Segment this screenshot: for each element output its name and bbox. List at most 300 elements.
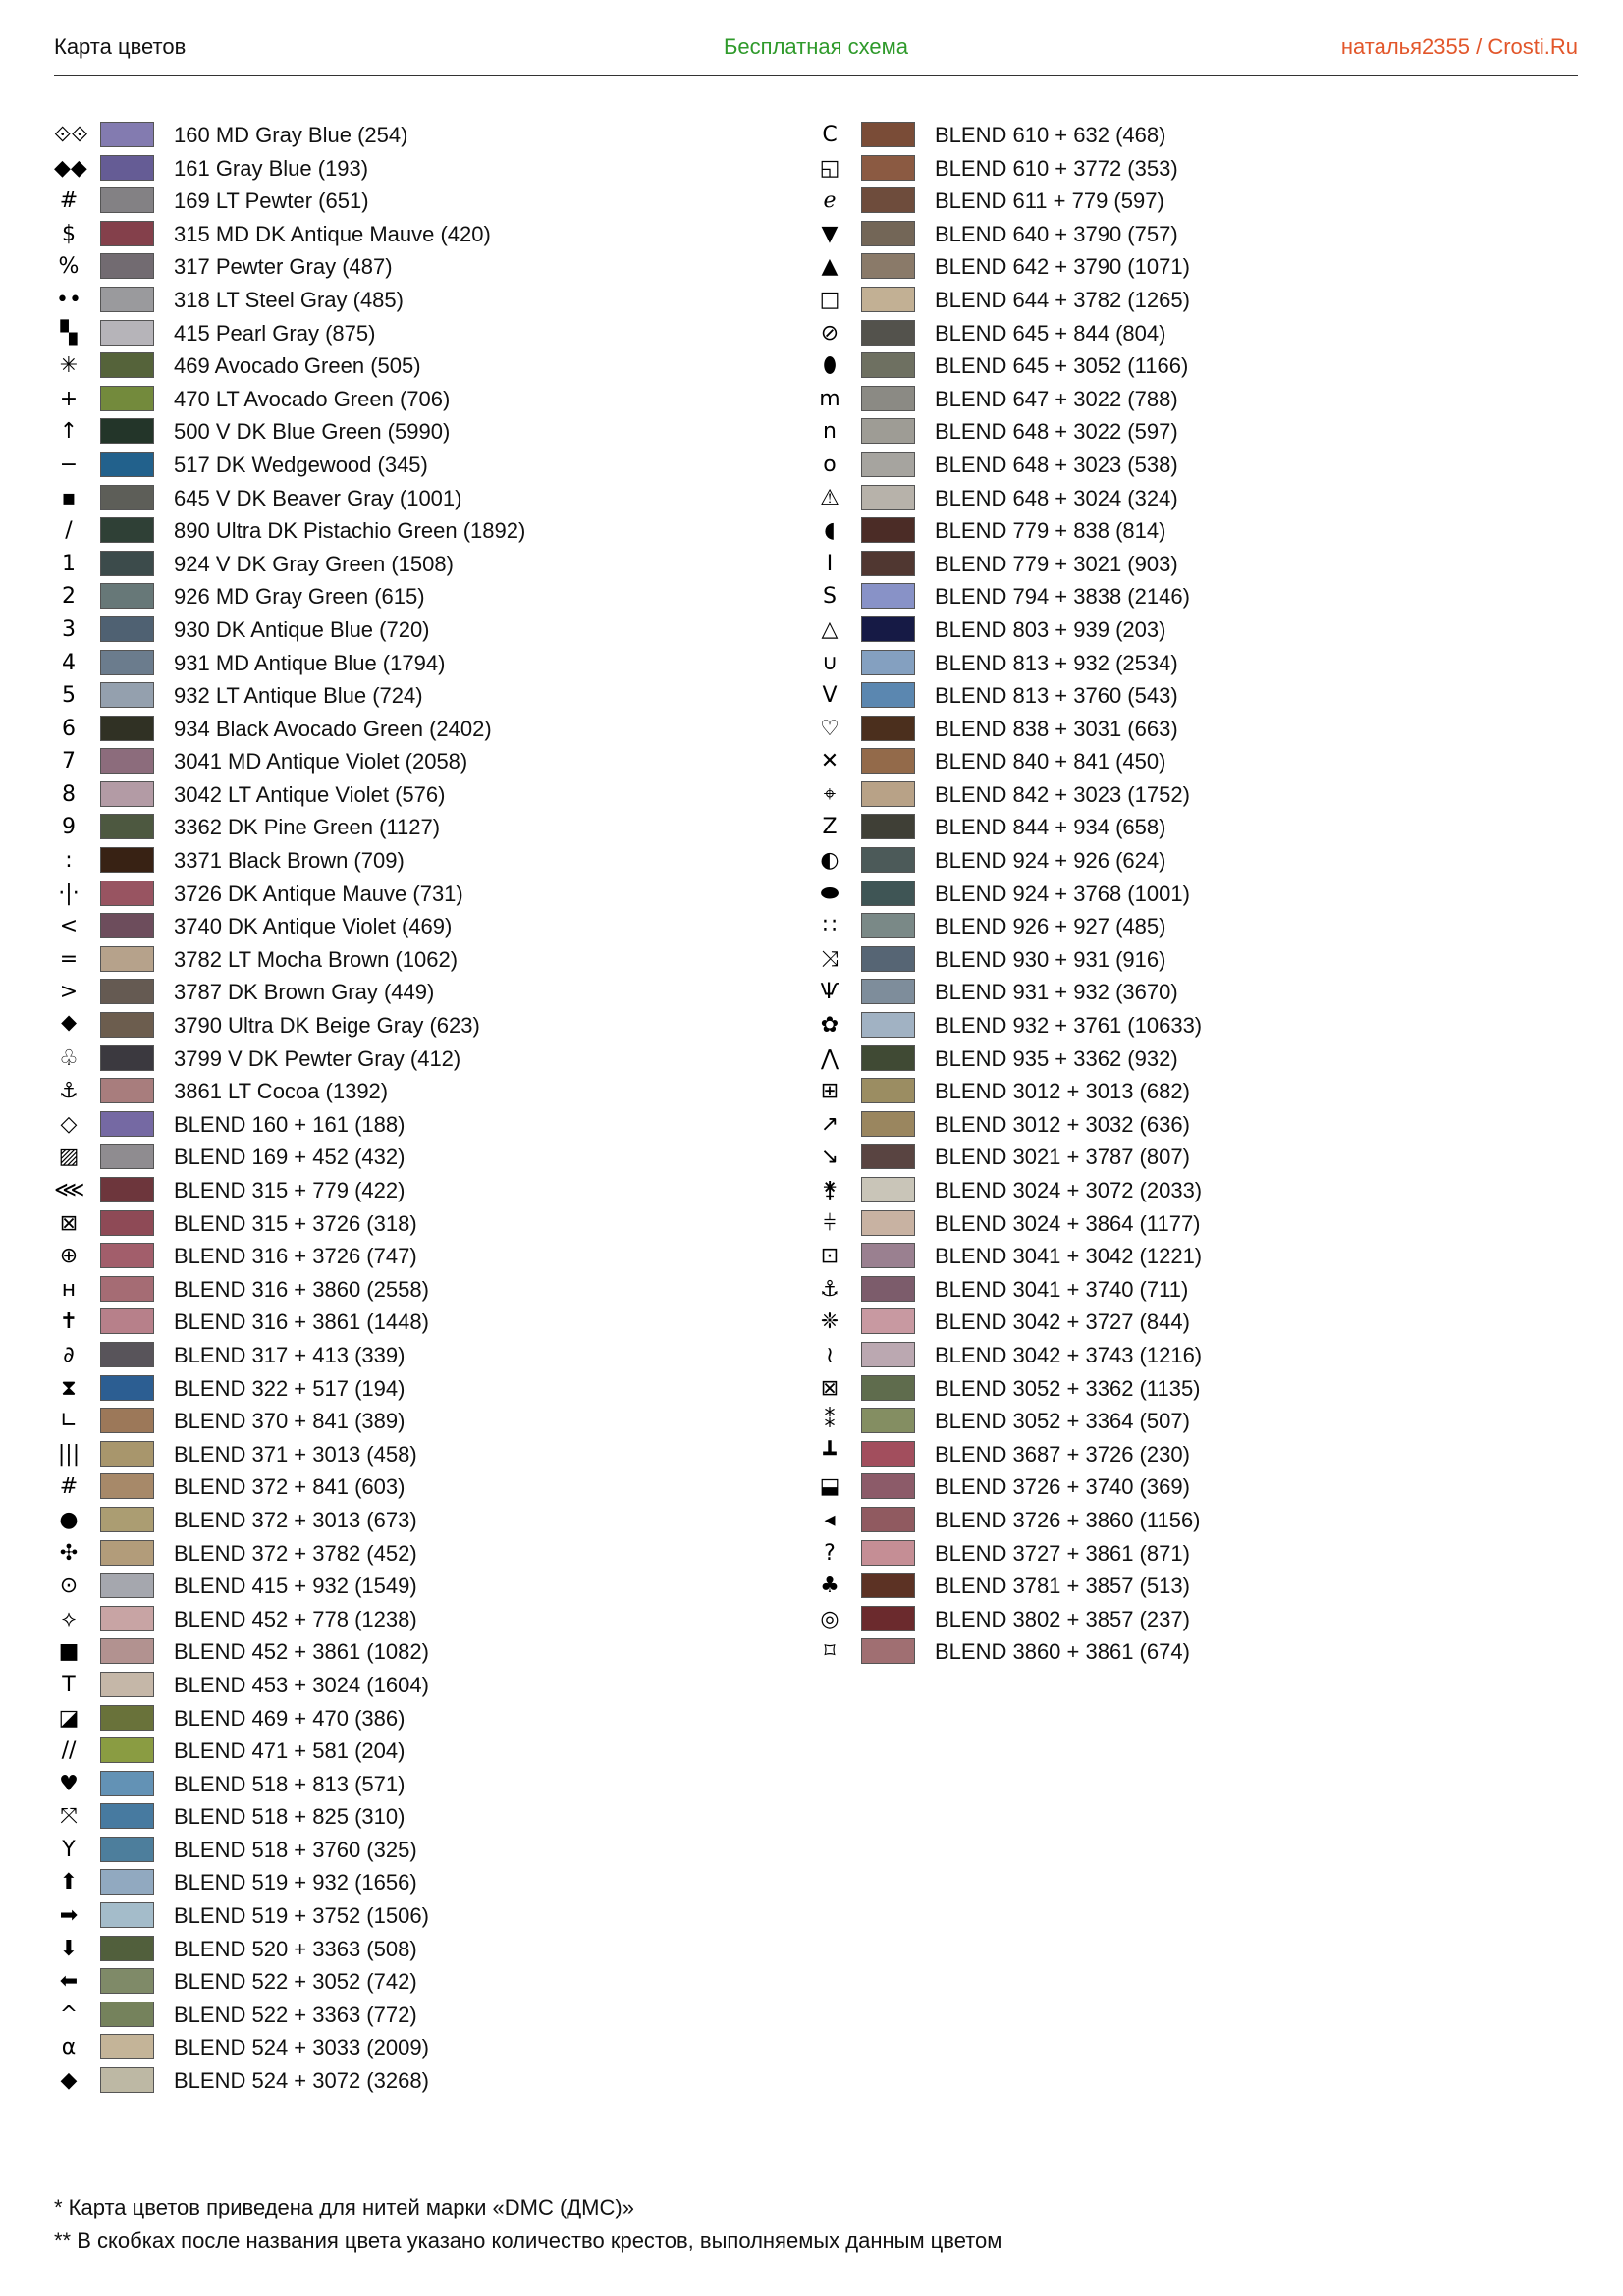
thread-label: BLEND 370 + 841 (389) — [174, 1409, 406, 1434]
color-swatch — [861, 320, 915, 346]
legend-row — [54, 1405, 800, 1438]
stitch-symbol-icon: ? — [824, 1540, 836, 1566]
stitch-symbol-icon: ◖ — [824, 518, 836, 544]
legend-column-left — [54, 119, 800, 2098]
legend-row — [54, 1504, 800, 1537]
color-swatch — [100, 352, 154, 378]
author-link[interactable]: наталья2355 / Crosti.Ru — [1340, 34, 1578, 59]
color-swatch — [100, 1902, 154, 1928]
color-swatch — [861, 386, 915, 411]
legend-row — [815, 415, 1561, 449]
color-swatch — [100, 1968, 154, 1994]
legend-row — [54, 1306, 800, 1339]
legend-row — [815, 1438, 1561, 1471]
legend-row — [815, 383, 1561, 416]
stitch-symbol-icon: ≀ — [825, 1342, 835, 1367]
thread-label: BLEND 648 + 3022 (597) — [935, 419, 1178, 445]
thread-label: BLEND 520 + 3363 (508) — [174, 1936, 417, 1961]
stitch-symbol-icon: = — [59, 946, 79, 972]
stitch-symbol-icon: △ — [821, 616, 839, 642]
thread-label: BLEND 3042 + 3743 (1216) — [935, 1342, 1203, 1367]
thread-label: 160 MD Gray Blue (254) — [174, 123, 408, 147]
stitch-symbol-icon: 5 — [62, 683, 76, 709]
legend-row — [54, 1042, 800, 1076]
thread-label: 3787 DK Brown Gray (449) — [174, 980, 435, 1005]
legend-row — [54, 1207, 800, 1241]
stitch-symbol-icon: ◐ — [820, 848, 839, 874]
thread-label: BLEND 838 + 3031 (663) — [935, 716, 1178, 741]
legend-row — [54, 1635, 800, 1669]
color-swatch — [100, 1936, 154, 1961]
color-swatch — [100, 1045, 154, 1071]
thread-label: BLEND 935 + 3362 (932) — [935, 1045, 1178, 1071]
stitch-symbol-icon: ⊞ — [820, 1079, 839, 1104]
color-swatch — [861, 1441, 915, 1467]
stitch-symbol-icon: I — [826, 551, 834, 576]
stitch-symbol-icon: ❈ — [820, 1309, 839, 1335]
stitch-symbol-icon: ♣ — [820, 1574, 839, 1599]
legend-row — [54, 1735, 800, 1768]
legend-row — [815, 548, 1561, 581]
stitch-symbol-icon: 9 — [62, 815, 76, 840]
stitch-symbol-icon: □ — [819, 287, 840, 312]
stitch-symbol-icon: $ — [62, 221, 76, 246]
color-swatch — [861, 1012, 915, 1038]
thread-label: 3362 DK Pine Green (1127) — [174, 815, 441, 840]
legend-row — [54, 1174, 800, 1207]
color-swatch — [100, 2034, 154, 2059]
stitch-symbol-icon: m — [819, 386, 840, 411]
legend-row — [815, 152, 1561, 186]
legend-row — [815, 1240, 1561, 1273]
legend-row — [54, 745, 800, 778]
stitch-symbol-icon: ⬬ — [820, 881, 839, 906]
legend-row — [54, 349, 800, 383]
thread-label: BLEND 842 + 3023 (1752) — [935, 781, 1190, 807]
legend-row — [54, 1834, 800, 1867]
color-swatch — [100, 2067, 154, 2093]
color-swatch — [861, 881, 915, 906]
legend-row — [54, 317, 800, 350]
thread-label: BLEND 3052 + 3362 (1135) — [935, 1375, 1201, 1401]
legend-row — [815, 1141, 1561, 1174]
legend-row — [54, 383, 800, 416]
stitch-symbol-icon: ↗ — [820, 1111, 839, 1137]
stitch-symbol-icon: ✕ — [820, 749, 839, 774]
thread-label: BLEND 924 + 3768 (1001) — [935, 881, 1190, 906]
thread-label: BLEND 518 + 3760 (325) — [174, 1837, 417, 1862]
stitch-symbol-icon: ⬓ — [819, 1474, 840, 1500]
color-swatch — [100, 1144, 154, 1169]
stitch-symbol-icon: 2 — [62, 584, 76, 610]
stitch-symbol-icon: •• — [56, 287, 81, 312]
footer-note-counts: ** В скобках после названия цвета указано количество крестов, выполняемых данным цветом — [54, 2228, 1002, 2253]
stitch-symbol-icon: Y — [62, 1837, 76, 1862]
color-swatch — [861, 1078, 915, 1103]
stitch-symbol-icon: ▼ — [821, 221, 839, 246]
stitch-symbol-icon: ◎ — [820, 1606, 839, 1631]
color-swatch — [861, 352, 915, 378]
color-swatch — [861, 551, 915, 576]
thread-label: 318 LT Steel Gray (485) — [174, 287, 404, 312]
legend-row — [815, 1174, 1561, 1207]
color-swatch — [100, 1837, 154, 1862]
legend-row — [815, 614, 1561, 647]
color-swatch — [861, 221, 915, 246]
color-swatch — [100, 418, 154, 444]
thread-label: BLEND 610 + 3772 (353) — [935, 155, 1178, 181]
color-swatch — [861, 616, 915, 642]
color-swatch — [861, 913, 915, 938]
thread-label: 3042 LT Antique Violet (576) — [174, 781, 446, 807]
color-swatch — [861, 1342, 915, 1367]
stitch-symbol-icon: ⊕ — [59, 1244, 79, 1269]
stitch-symbol-icon: ||| — [57, 1441, 81, 1467]
stitch-symbol-icon: − — [59, 452, 79, 477]
legend-row — [54, 250, 800, 284]
legend-row — [54, 910, 800, 943]
stitch-symbol-icon: n — [823, 419, 837, 445]
thread-label: BLEND 3687 + 3726 (230) — [935, 1441, 1190, 1467]
color-swatch — [100, 2002, 154, 2027]
legend-row — [54, 976, 800, 1009]
color-swatch — [100, 1243, 154, 1268]
stitch-symbol-icon: + — [59, 386, 79, 411]
color-swatch — [100, 221, 154, 246]
stitch-symbol-icon: 8 — [62, 781, 76, 807]
color-swatch — [100, 1803, 154, 1829]
stitch-symbol-icon: ⁑ — [824, 1409, 836, 1434]
legend-row — [54, 1438, 800, 1471]
color-swatch — [861, 287, 915, 312]
legend-row — [54, 548, 800, 581]
stitch-symbol-icon: ♧ — [59, 1045, 79, 1071]
legend-row — [815, 1372, 1561, 1406]
legend-row — [815, 1537, 1561, 1571]
stitch-symbol-icon: 7 — [62, 749, 76, 774]
color-swatch — [861, 716, 915, 741]
thread-label: BLEND 930 + 931 (916) — [935, 946, 1166, 972]
legend-row — [815, 976, 1561, 1009]
legend-row — [815, 647, 1561, 680]
legend-row — [54, 218, 800, 251]
legend-row — [54, 1009, 800, 1042]
stitch-symbol-icon: ⟡ — [61, 1606, 77, 1631]
stitch-symbol-icon: ▨ — [58, 1145, 80, 1170]
legend-row — [815, 1405, 1561, 1438]
legend-row — [54, 1866, 800, 1899]
thread-label: BLEND 469 + 470 (386) — [174, 1705, 406, 1731]
thread-label: 932 LT Antique Blue (724) — [174, 683, 423, 709]
legend-row — [815, 1570, 1561, 1603]
color-swatch — [861, 253, 915, 279]
thread-label: BLEND 924 + 926 (624) — [935, 848, 1166, 874]
stitch-symbol-icon: ➡ — [59, 1903, 79, 1929]
thread-label: 470 LT Avocado Green (706) — [174, 386, 451, 411]
legend-row — [54, 1470, 800, 1504]
color-swatch — [861, 1144, 915, 1169]
legend-row — [815, 349, 1561, 383]
legend-row — [815, 284, 1561, 317]
color-swatch — [100, 187, 154, 213]
stitch-symbol-icon: / — [65, 518, 73, 544]
legend-row — [54, 185, 800, 218]
color-swatch — [100, 979, 154, 1004]
stitch-symbol-icon: ∟ — [59, 1409, 79, 1434]
legend-row — [815, 218, 1561, 251]
legend-row — [54, 119, 800, 152]
thread-label: BLEND 645 + 3052 (1166) — [935, 353, 1189, 379]
thread-label: 3740 DK Antique Violet (469) — [174, 914, 453, 939]
stitch-symbol-icon: ✿ — [820, 1013, 839, 1039]
color-swatch — [100, 1672, 154, 1697]
stitch-symbol-icon: ⯁ — [60, 1013, 78, 1039]
color-swatch — [861, 1045, 915, 1071]
color-swatch — [861, 1210, 915, 1236]
legend-row — [815, 580, 1561, 614]
color-swatch — [100, 1869, 154, 1895]
color-swatch — [100, 320, 154, 346]
stitch-symbol-icon: ◆ — [60, 2068, 78, 2094]
thread-label: BLEND 372 + 3782 (452) — [174, 1540, 417, 1566]
stitch-symbol-icon: # — [59, 188, 79, 214]
stitch-symbol-icon: // — [61, 1738, 77, 1764]
legend-row — [54, 1537, 800, 1571]
legend-row — [815, 1207, 1561, 1241]
legend-row — [54, 1669, 800, 1702]
page-header — [54, 29, 1578, 76]
color-swatch — [861, 1308, 915, 1334]
color-swatch — [100, 452, 154, 477]
legend-row — [54, 844, 800, 878]
stitch-symbol-icon: ■ — [58, 1639, 80, 1665]
thread-label: BLEND 3726 + 3740 (369) — [935, 1474, 1190, 1500]
stitch-symbol-icon: > — [59, 980, 79, 1005]
legend-row — [54, 415, 800, 449]
color-swatch — [861, 1473, 915, 1499]
stitch-symbol-icon: ⊠ — [820, 1375, 839, 1401]
thread-label: BLEND 316 + 3726 (747) — [174, 1244, 417, 1269]
thread-label: 930 DK Antique Blue (720) — [174, 616, 430, 642]
legend-row — [54, 1075, 800, 1108]
thread-label: BLEND 3727 + 3861 (871) — [935, 1540, 1190, 1566]
thread-label: 415 Pearl Gray (875) — [174, 320, 376, 346]
thread-label: BLEND 518 + 813 (571) — [174, 1771, 406, 1796]
stitch-symbol-icon: ·|· — [58, 881, 80, 906]
stitch-symbol-icon: ^ — [59, 2002, 79, 2027]
stitch-symbol-icon: ♥ — [59, 1771, 79, 1796]
color-swatch — [861, 517, 915, 543]
legend-row — [815, 514, 1561, 548]
color-swatch — [861, 1276, 915, 1302]
thread-label: BLEND 645 + 844 (804) — [935, 320, 1166, 346]
legend-row — [815, 1306, 1561, 1339]
stitch-symbol-icon: ⚠ — [820, 485, 839, 510]
color-swatch — [861, 781, 915, 807]
stitch-symbol-icon: ✳ — [59, 353, 79, 379]
color-swatch — [861, 1408, 915, 1433]
legend-row — [54, 614, 800, 647]
color-swatch — [861, 1540, 915, 1566]
legend-row — [54, 1141, 800, 1174]
legend-row — [815, 1273, 1561, 1307]
legend-title: Карта цветов — [54, 34, 187, 59]
legend-row — [815, 317, 1561, 350]
color-swatch — [861, 946, 915, 972]
stitch-symbol-icon: < — [59, 914, 79, 939]
thread-label: BLEND 372 + 841 (603) — [174, 1474, 406, 1500]
legend-row — [815, 943, 1561, 977]
thread-label: BLEND 519 + 932 (1656) — [174, 1870, 417, 1896]
thread-label: BLEND 524 + 3033 (2009) — [174, 2035, 429, 2060]
color-swatch — [100, 913, 154, 938]
legend-row — [54, 284, 800, 317]
thread-label: BLEND 648 + 3024 (324) — [935, 485, 1178, 510]
stitch-symbol-icon: ∂ — [63, 1342, 75, 1367]
stitch-symbol-icon: % — [58, 254, 80, 280]
color-swatch — [100, 1012, 154, 1038]
legend-row — [54, 1372, 800, 1406]
thread-label: BLEND 315 + 3726 (318) — [174, 1210, 417, 1236]
color-swatch — [100, 682, 154, 708]
stitch-symbol-icon: ⬮ — [823, 353, 837, 379]
legend-row — [815, 1603, 1561, 1636]
color-swatch — [100, 1342, 154, 1367]
thread-label: BLEND 518 + 825 (310) — [174, 1804, 406, 1830]
thread-label: BLEND 3012 + 3032 (636) — [935, 1111, 1190, 1137]
stitch-symbol-icon: # — [59, 1474, 79, 1500]
stitch-symbol-icon: ⧗ — [61, 1375, 77, 1401]
legend-row — [54, 1240, 800, 1273]
legend-row — [54, 1768, 800, 1801]
footer-note-brand: * Карта цветов приведена для нитей марки «DMC (ДМС)» — [54, 2195, 634, 2219]
legend-row — [54, 1899, 800, 1933]
stitch-symbol-icon: C — [822, 123, 838, 147]
color-swatch — [861, 847, 915, 873]
stitch-symbol-icon: ⌖ — [823, 781, 837, 807]
stitch-symbol-icon: Ѱ — [820, 980, 839, 1005]
thread-label: BLEND 322 + 517 (194) — [174, 1375, 406, 1401]
color-swatch — [861, 452, 915, 477]
color-swatch — [861, 650, 915, 675]
stitch-symbol-icon: ⫩ — [823, 1210, 837, 1236]
stitch-symbol-icon: ◱ — [819, 155, 840, 181]
legend-row — [54, 2064, 800, 2098]
legend-row — [54, 1933, 800, 1966]
stitch-symbol-icon: ⟐⟐ — [54, 123, 88, 147]
color-swatch — [861, 1573, 915, 1598]
thread-label: BLEND 3781 + 3857 (513) — [935, 1574, 1190, 1599]
thread-label: 924 V DK Gray Green (1508) — [174, 551, 454, 576]
color-swatch — [861, 1375, 915, 1401]
color-swatch — [861, 187, 915, 213]
color-swatch — [100, 1111, 154, 1137]
color-swatch — [100, 1771, 154, 1796]
thread-label: 517 DK Wedgewood (345) — [174, 452, 428, 477]
color-swatch — [100, 814, 154, 839]
color-swatch — [861, 122, 915, 147]
stitch-symbol-icon: ⤨ — [821, 946, 839, 972]
legend-row — [815, 1339, 1561, 1372]
legend-row — [54, 943, 800, 977]
color-swatch — [100, 517, 154, 543]
color-swatch — [100, 1408, 154, 1433]
stitch-symbol-icon: ◪ — [58, 1705, 80, 1731]
stitch-symbol-icon: ⊡ — [820, 1244, 839, 1269]
thread-label: BLEND 169 + 452 (432) — [174, 1145, 406, 1170]
color-swatch — [100, 583, 154, 609]
stitch-symbol-icon: ⚓ — [820, 1276, 839, 1302]
legend-row — [54, 152, 800, 186]
thread-label: 315 MD DK Antique Mauve (420) — [174, 221, 491, 246]
color-swatch — [100, 155, 154, 181]
legend-row — [54, 1273, 800, 1307]
thread-label: BLEND 524 + 3072 (3268) — [174, 2068, 429, 2094]
legend-row — [54, 1570, 800, 1603]
thread-label: 3782 LT Mocha Brown (1062) — [174, 946, 459, 972]
color-swatch — [861, 1606, 915, 1631]
stitch-symbol-icon: ⌑ — [824, 1639, 836, 1665]
color-swatch — [100, 881, 154, 906]
color-swatch — [100, 1441, 154, 1467]
legend-row — [815, 250, 1561, 284]
stitch-symbol-icon: ♡ — [820, 716, 839, 741]
color-swatch — [100, 1507, 154, 1532]
legend-row — [815, 844, 1561, 878]
legend-row — [815, 1504, 1561, 1537]
color-swatch — [861, 1638, 915, 1664]
color-swatch — [861, 418, 915, 444]
stitch-symbol-icon: ⋘ — [54, 1178, 85, 1202]
color-swatch — [100, 1473, 154, 1499]
thread-label: BLEND 840 + 841 (450) — [935, 749, 1166, 774]
stitch-symbol-icon: ⤧ — [60, 1804, 78, 1830]
stitch-symbol-icon: ⊘ — [820, 320, 839, 346]
color-swatch — [861, 682, 915, 708]
thread-label: BLEND 931 + 932 (3670) — [935, 980, 1178, 1005]
thread-label: BLEND 316 + 3861 (1448) — [174, 1309, 429, 1335]
thread-label: 469 Avocado Green (505) — [174, 353, 421, 379]
thread-label: BLEND 3726 + 3860 (1156) — [935, 1507, 1201, 1532]
thread-label: BLEND 415 + 932 (1549) — [174, 1574, 417, 1599]
thread-label: 3790 Ultra DK Beige Gray (623) — [174, 1013, 480, 1039]
color-swatch — [100, 1276, 154, 1302]
stitch-symbol-icon: T — [62, 1672, 76, 1697]
color-swatch — [861, 155, 915, 181]
scheme-type-label: Бесплатная схема — [723, 34, 909, 59]
legend-row — [54, 1702, 800, 1735]
legend-row — [815, 1009, 1561, 1042]
legend-row — [815, 449, 1561, 482]
legend-row — [54, 778, 800, 812]
thread-label: BLEND 813 + 3760 (543) — [935, 683, 1178, 709]
legend-row — [54, 580, 800, 614]
thread-label: BLEND 452 + 3861 (1082) — [174, 1639, 429, 1665]
color-swatch — [861, 1507, 915, 1532]
thread-label: BLEND 647 + 3022 (788) — [935, 386, 1178, 411]
thread-label: 645 V DK Beaver Gray (1001) — [174, 485, 462, 510]
stitch-symbol-icon: ⋀ — [820, 1045, 839, 1071]
thread-label: BLEND 371 + 3013 (458) — [174, 1441, 417, 1467]
stitch-symbol-icon: ● — [59, 1507, 79, 1532]
color-swatch — [100, 1375, 154, 1401]
stitch-symbol-icon: α — [61, 2035, 77, 2060]
thread-label: BLEND 317 + 413 (339) — [174, 1342, 406, 1367]
stitch-symbol-icon: ⬇ — [59, 1936, 79, 1961]
color-swatch — [861, 814, 915, 839]
legend-row — [54, 713, 800, 746]
color-swatch — [100, 551, 154, 576]
